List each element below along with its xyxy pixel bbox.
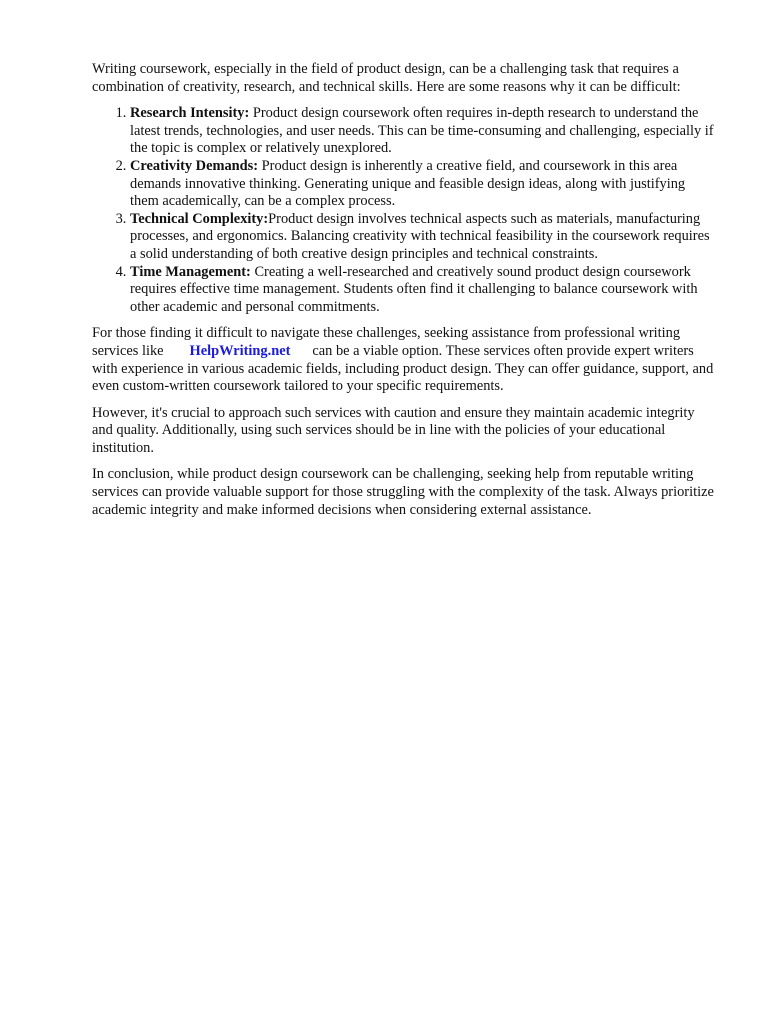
reason-term: Technical Complexity: — [130, 210, 269, 227]
reasons-list — [92, 105, 714, 316]
reason-term: Creativity Demands: — [130, 157, 259, 174]
assistance-text-after: can be a viable option. These services often provide expert writers with experience in various academic fields, including product design. They can offer guidance, support, and even custom-written coursework tailored to your specific requirements. — [92, 342, 714, 395]
conclusion-paragraph: In conclusion, while product design coursework can be challenging, seeking help from reputable writing services can provide valuable support for those struggling with the complexity of the task. Always prioritize academic integrity and make informed decisions when considering external assistance. — [92, 466, 714, 518]
list-item — [130, 264, 714, 317]
reason-text: Product design is inherently a creative field, and coursework in this area demands innovative thinking. Generating unique and feasible design ideas, along with justifying them academically, can be a complex process. — [130, 157, 686, 210]
document-page — [92, 61, 714, 528]
reason-text: Creating a well-researched and creatively sound product design coursework requires effective time management. Students often find it challenging to balance coursework with other academic and personal commitments. — [130, 263, 698, 315]
list-item — [130, 158, 714, 211]
intro-paragraph: Writing coursework, especially in the field of product design, can be a challenging task that requires a combination of creativity, research, and technical skills. Here are some reasons why it can be difficult: — [92, 61, 681, 95]
assistance-paragraph — [92, 325, 714, 395]
reason-text: Product design involves technical aspects such as materials, manufacturing processes, and ergonomics. Balancing creativity with technical feasibility in the coursework requires a solid understanding of both creative design principles and technical constraints. — [130, 210, 710, 262]
list-item — [130, 105, 714, 158]
reason-term: Research Intensity: — [130, 105, 250, 122]
list-item — [130, 211, 714, 264]
assistance-text-before: For those finding it difficult to navigate these challenges, seeking assistance from professional writing services like — [92, 325, 681, 359]
reason-term: Time Management: — [130, 263, 251, 280]
caution-paragraph: However, it's crucial to approach such services with caution and ensure they maintain academic integrity and quality. Additionally, using such services should be in line with the policies of your educational institution. — [92, 404, 695, 456]
reason-text: Product design coursework often requires in-depth research to understand the latest trends, technologies, and user needs. This can be time-consuming and challenging, especially if the topic is complex or relatively unexplored. — [130, 105, 714, 157]
helpwriting-link[interactable]: HelpWriting.net — [189, 342, 291, 359]
